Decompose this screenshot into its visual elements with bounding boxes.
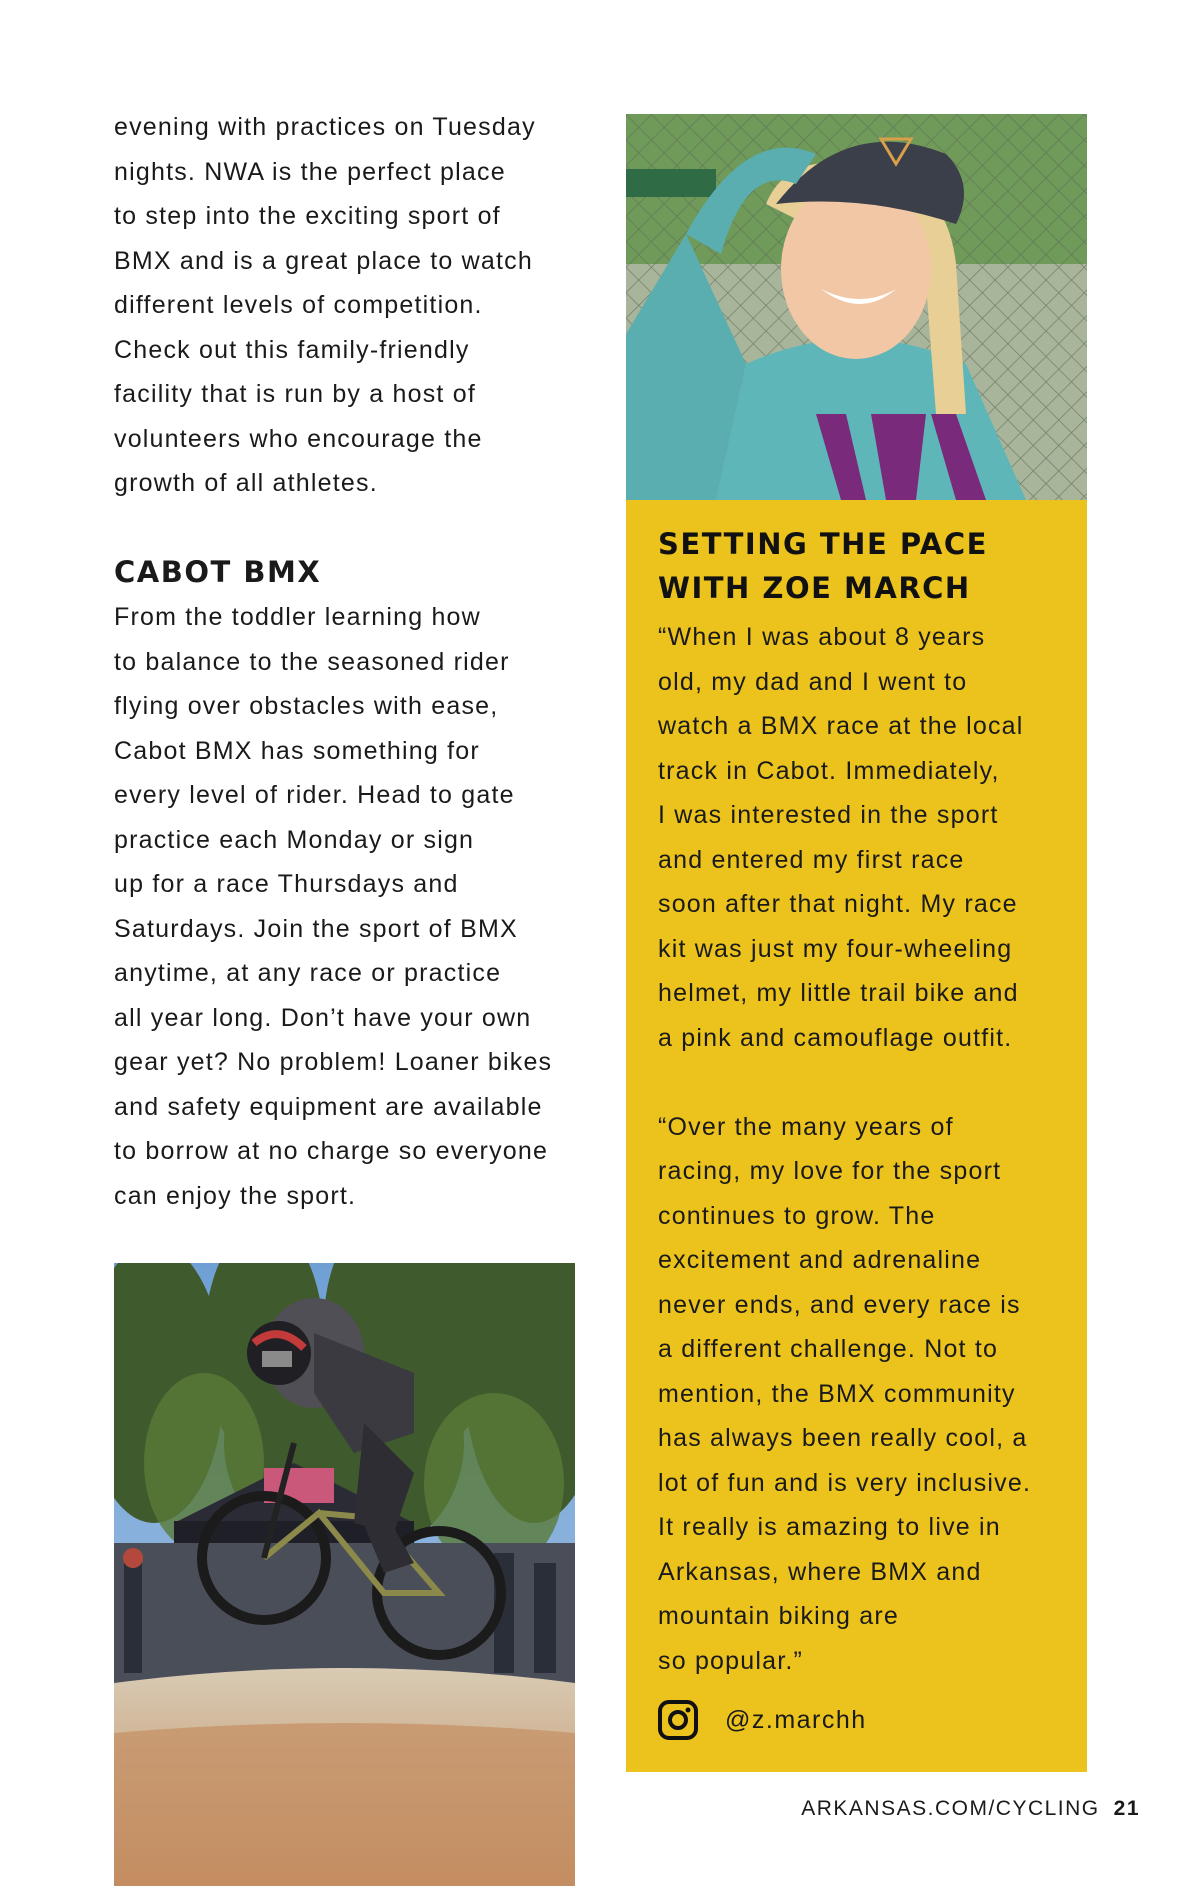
text-line: continues to grow. The <box>658 1201 936 1230</box>
text-line: a pink and camouflage outfit. <box>658 1023 1013 1052</box>
quote-paragraph-1 <box>658 615 1078 1683</box>
text-line: evening with practices on Tuesday <box>114 113 536 141</box>
text-line: From the toddler learning how <box>114 603 481 631</box>
paragraph-gap <box>658 1060 1078 1105</box>
text-line: kit was just my four-wheeling <box>658 934 1013 963</box>
text-line: track in Cabot. Immediately, <box>658 756 1000 785</box>
text-line: facility that is run by a host of <box>114 380 476 408</box>
text-line: and safety equipment are available <box>114 1092 543 1121</box>
text-line: helmet, my little trail bike and <box>658 979 1019 1007</box>
text-line: “When I was about 8 years <box>658 623 986 651</box>
instagram-handle-link[interactable]: @z.marchh <box>725 1706 867 1734</box>
text-line: growth of all athletes. <box>114 469 378 497</box>
text-line: mention, the BMX community <box>658 1379 1016 1408</box>
text-line: to step into the exciting sport of <box>114 202 501 230</box>
text-line: mountain biking are <box>658 1602 899 1630</box>
instagram-icon[interactable] <box>658 1700 698 1740</box>
text-line: Cabot BMX has something for <box>114 736 480 765</box>
text-line: watch a BMX race at the local <box>658 712 1024 740</box>
section-heading-cabot-bmx: CABOT BMX <box>114 555 322 589</box>
text-line: “Over the many years of <box>658 1112 954 1141</box>
text-line: Check out this family-friendly <box>114 335 470 364</box>
text-line: BMX and is a great place to watch <box>114 246 533 275</box>
text-line: excitement and adrenaline <box>658 1246 982 1274</box>
text-line: flying over obstacles with ease, <box>114 692 499 720</box>
text-line: never ends, and every race is <box>658 1290 1021 1319</box>
text-line: lot of fun and is very inclusive. <box>658 1468 1032 1497</box>
text-line: every level of rider. Head to gate <box>114 781 515 809</box>
profile-sidebar <box>626 500 1087 1772</box>
text-line: a different challenge. Not to <box>658 1335 999 1363</box>
zoe-march-portrait-photo <box>626 114 1087 500</box>
text-line: old, my dad and I went to <box>658 667 968 696</box>
text-line: has always been really cool, a <box>658 1424 1028 1452</box>
text-line: gear yet? No problem! Loaner bikes <box>114 1048 553 1076</box>
text-line: can enjoy the sport. <box>114 1181 357 1210</box>
text-line: racing, my love for the sport <box>658 1157 1002 1185</box>
text-line: anytime, at any race or practice <box>114 959 502 987</box>
text-line: I was interested in the sport <box>658 801 999 829</box>
text-line: Saturdays. Join the sport of BMX <box>114 914 518 943</box>
text-line: all year long. Don’t have your own <box>114 1003 532 1032</box>
text-line: different levels of competition. <box>114 291 483 319</box>
bmx-rider-photo <box>114 1263 575 1886</box>
intro-paragraph <box>114 105 594 506</box>
cabot-paragraph <box>114 595 594 1218</box>
text-line: soon after that night. My race <box>658 890 1018 918</box>
heading-line: SETTING THE PACE <box>658 527 988 561</box>
text-line: Arkansas, where BMX and <box>658 1557 982 1586</box>
heading-line: WITH ZOE MARCH <box>658 571 971 605</box>
text-line: to borrow at no charge so everyone <box>114 1137 549 1165</box>
text-line: practice each Monday or sign <box>114 825 475 854</box>
text-line: volunteers who encourage the <box>114 424 483 453</box>
page-number: 21 <box>1113 1797 1140 1820</box>
text-line: up for a race Thursdays and <box>114 870 459 898</box>
text-line: so popular.” <box>658 1646 804 1675</box>
sidebar-heading <box>658 522 988 610</box>
page-footer <box>801 1797 1140 1821</box>
text-line: nights. NWA is the perfect place <box>114 157 506 186</box>
text-line: It really is amazing to live in <box>658 1513 1001 1541</box>
footer-site-url[interactable]: ARKANSAS.COM/CYCLING <box>801 1797 1100 1820</box>
text-line: and entered my first race <box>658 845 965 874</box>
text-line: to balance to the seasoned rider <box>114 647 510 676</box>
